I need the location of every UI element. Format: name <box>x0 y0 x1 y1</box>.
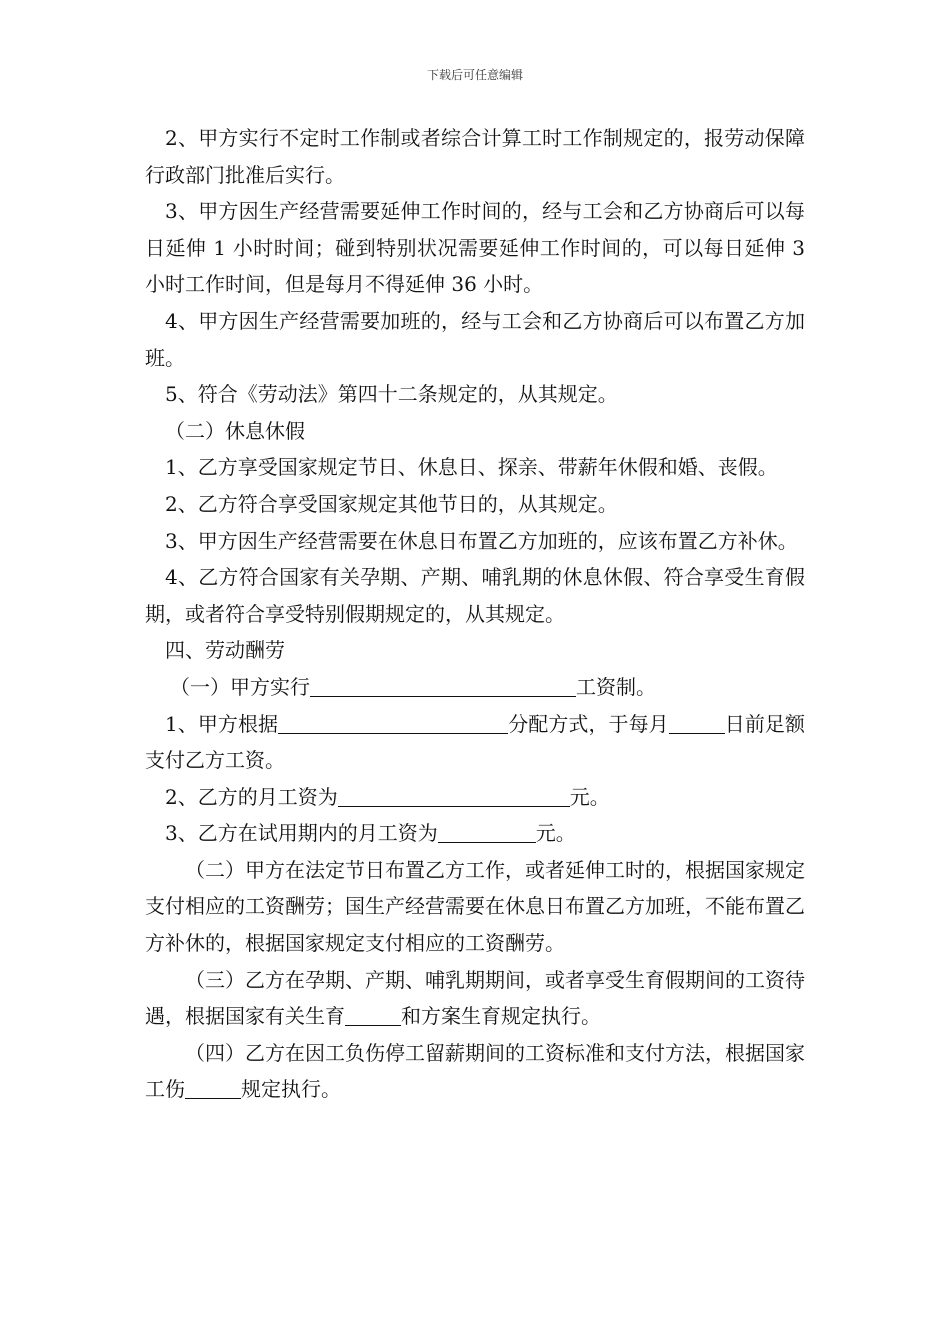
trial-wage-text: 3、乙方在试用期内的月工资为 <box>165 821 438 846</box>
maternity-pay-clause <box>145 962 805 1035</box>
wage-basis-text: 1、甲方根据 <box>165 711 279 736</box>
monthly-wage-text: 2、乙方的月工资为 <box>165 784 338 809</box>
overtime-pay-clause: （二）甲方在法定节日布置乙方工作，或者延伸工时的，根据国家规定支付相应的工资酬劳；国生产经营需要在休息日布置乙方加班，不能布置乙方补休的，根据国家规定支付相应的工资酬劳。 <box>145 857 805 956</box>
wage-basis-text-mid: 分配方式，于每月 <box>508 711 669 736</box>
section-heading: （二）休息休假 <box>165 418 305 443</box>
clause-paragraph: 2、甲方实行不定时工作制或者综合计算工时工作制规定的，报劳动保障行政部门批准后实行。 <box>145 126 805 187</box>
clause-paragraph: 4、甲方因生产经营需要加班的，经与工会和乙方协商后可以布置乙方加班。 <box>145 308 805 370</box>
clause-paragraph: 1、乙方享受国家规定节日、休息日、探亲、带薪年休假和婚、丧假。 <box>165 455 778 480</box>
monthly-wage-unit: 元。 <box>569 784 610 809</box>
clause-paragraph: 5、符合《劳动法》第四十二条规定的，从其规定。 <box>165 382 618 407</box>
wage-basis-text-end: 日前足额支付乙方工资。 <box>145 711 806 773</box>
distribution-method-blank[interactable] <box>278 711 508 734</box>
monthly-wage-blank[interactable] <box>338 784 570 807</box>
trial-wage-blank[interactable] <box>438 820 536 843</box>
injury-pay-text: （四）乙方在因工负伤停工留薪期间的工资标准和支付方法，根据国家工伤 <box>145 1040 805 1102</box>
wage-system-text-end: 工资制。 <box>576 674 656 699</box>
injury-pay-text-end: 规定执行。 <box>241 1077 341 1102</box>
monthly-wage-clause <box>145 779 805 816</box>
injury-regulation-blank[interactable] <box>185 1076 241 1099</box>
document-body <box>145 120 805 1108</box>
maternity-pay-text-end: 和方案生育规定执行。 <box>401 1004 601 1029</box>
clause-paragraph: 3、甲方因生产经营需要延伸工作时间的，经与工会和乙方协商后可以每日延伸 1 小时时间；碰到特别状况需要延伸工作时间的，可以每日延伸 3 小时工作时间，但是每月不得延伸 36 小时。 <box>145 199 805 297</box>
clause-paragraph: 2、乙方符合享受国家规定其他节日的，从其规定。 <box>165 491 618 516</box>
section-heading: 四、劳动酬劳 <box>165 638 285 663</box>
wage-system-blank[interactable] <box>310 674 576 697</box>
clause-paragraph: 3、甲方因生产经营需要在休息日布置乙方加班的，应该布置乙方补休。 <box>165 528 798 553</box>
injury-pay-clause <box>145 1035 805 1108</box>
wage-system-clause <box>145 669 805 706</box>
trial-wage-clause <box>145 815 805 852</box>
maternity-pay-text: （三）乙方在孕期、产期、哺乳期期间，或者享受生育假期间的工资待遇，根据国家有关生育 <box>145 967 805 1029</box>
wage-system-text: （一）甲方实行 <box>170 674 310 699</box>
maternity-regulation-blank[interactable] <box>345 1003 401 1026</box>
clause-paragraph: 4、乙方符合国家有关孕期、产期、哺乳期的休息休假、符合享受生育假期，或者符合享受特别假期规定的，从其规定。 <box>145 565 805 626</box>
wage-basis-clause <box>145 706 805 779</box>
page-header: 下载后可任意编辑 <box>426 68 523 82</box>
payday-blank[interactable] <box>669 711 725 734</box>
trial-wage-unit: 元。 <box>535 821 576 846</box>
